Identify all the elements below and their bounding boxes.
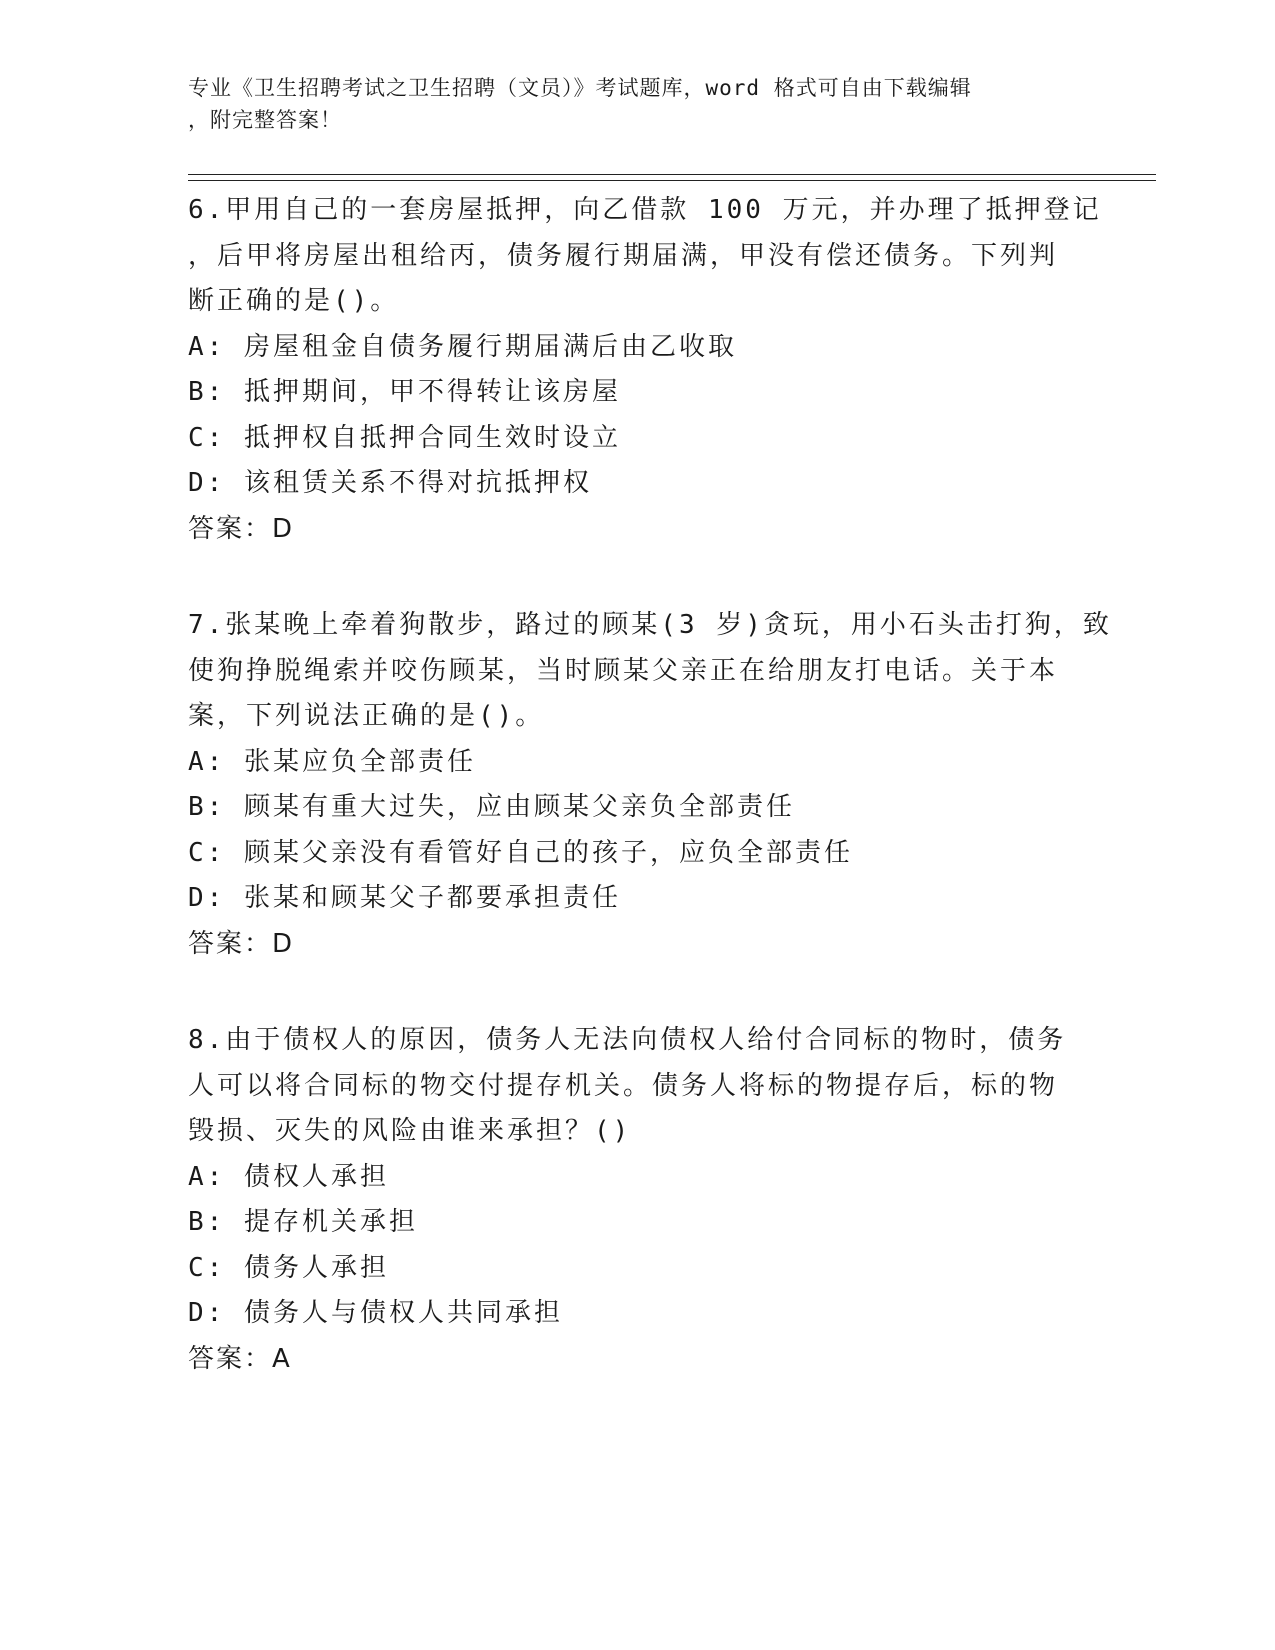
header-divider-bottom	[188, 180, 1156, 181]
option-c: C: 顾某父亲没有看管好自己的孩子，应负全部责任	[188, 837, 853, 868]
question-stem-line: ，后甲将房屋出租给丙，债务履行期届满，甲没有偿还债务。下列判	[188, 240, 1059, 271]
option-a: A: 房屋租金自债务履行期届满后由乙收取	[188, 331, 737, 362]
option-b: B: 顾某有重大过失，应由顾某父亲负全部责任	[188, 792, 795, 822]
answer: 答案：D	[188, 513, 295, 544]
question-stem-line: 8.由于债权人的原因，债务人无法向债权人给付合同标的物时，债务	[188, 1025, 1067, 1055]
document-header	[188, 72, 1068, 136]
question-6	[188, 188, 1102, 552]
option-c: C: 抵押权自抵押合同生效时设立	[188, 422, 621, 453]
question-stem-line: 毁损、灭失的风险由谁来承担？()	[188, 1116, 632, 1146]
option-d: D: 债务人与债权人共同承担	[188, 1298, 563, 1328]
question-stem-line: 人可以将合同标的物交付提存机关。债务人将标的物提存后，标的物	[188, 1070, 1059, 1101]
question-stem-line: 使狗挣脱绳索并咬伤顾某，当时顾某父亲正在给朋友打电话。关于本	[188, 655, 1059, 686]
answer: 答案：A	[188, 1343, 292, 1374]
question-8	[188, 1018, 1088, 1382]
question-stem-line: 6.甲用自己的一套房屋抵押，向乙借款 100 万元，并办理了抵押登记	[188, 195, 1102, 225]
option-d: D: 张某和顾某父子都要承担责任	[188, 883, 621, 913]
option-b: B: 抵押期间，甲不得转让该房屋	[188, 377, 621, 407]
option-c: C: 债务人承担	[188, 1252, 389, 1283]
header-line: 专业《卫生招聘考试之卫生招聘（文员）》考试题库，word 格式可自由下载编辑	[188, 76, 972, 100]
option-a: A: 张某应负全部责任	[188, 746, 476, 777]
option-b: B: 提存机关承担	[188, 1207, 418, 1237]
header-line: ，附完整答案！	[188, 108, 342, 132]
option-a: A: 债权人承担	[188, 1161, 389, 1192]
header-divider-top	[188, 174, 1156, 175]
question-list	[188, 188, 1112, 1433]
answer: 答案：D	[188, 928, 295, 959]
option-d: D: 该租赁关系不得对抗抵押权	[188, 468, 592, 498]
question-stem-line: 7.张某晚上牵着狗散步，路过的顾某(3 岁)贪玩，用小石头击打狗，致	[188, 610, 1112, 640]
question-stem-line: 断正确的是()。	[188, 286, 400, 316]
question-7	[188, 603, 1112, 967]
question-stem-line: 案，下列说法正确的是()。	[188, 701, 545, 731]
